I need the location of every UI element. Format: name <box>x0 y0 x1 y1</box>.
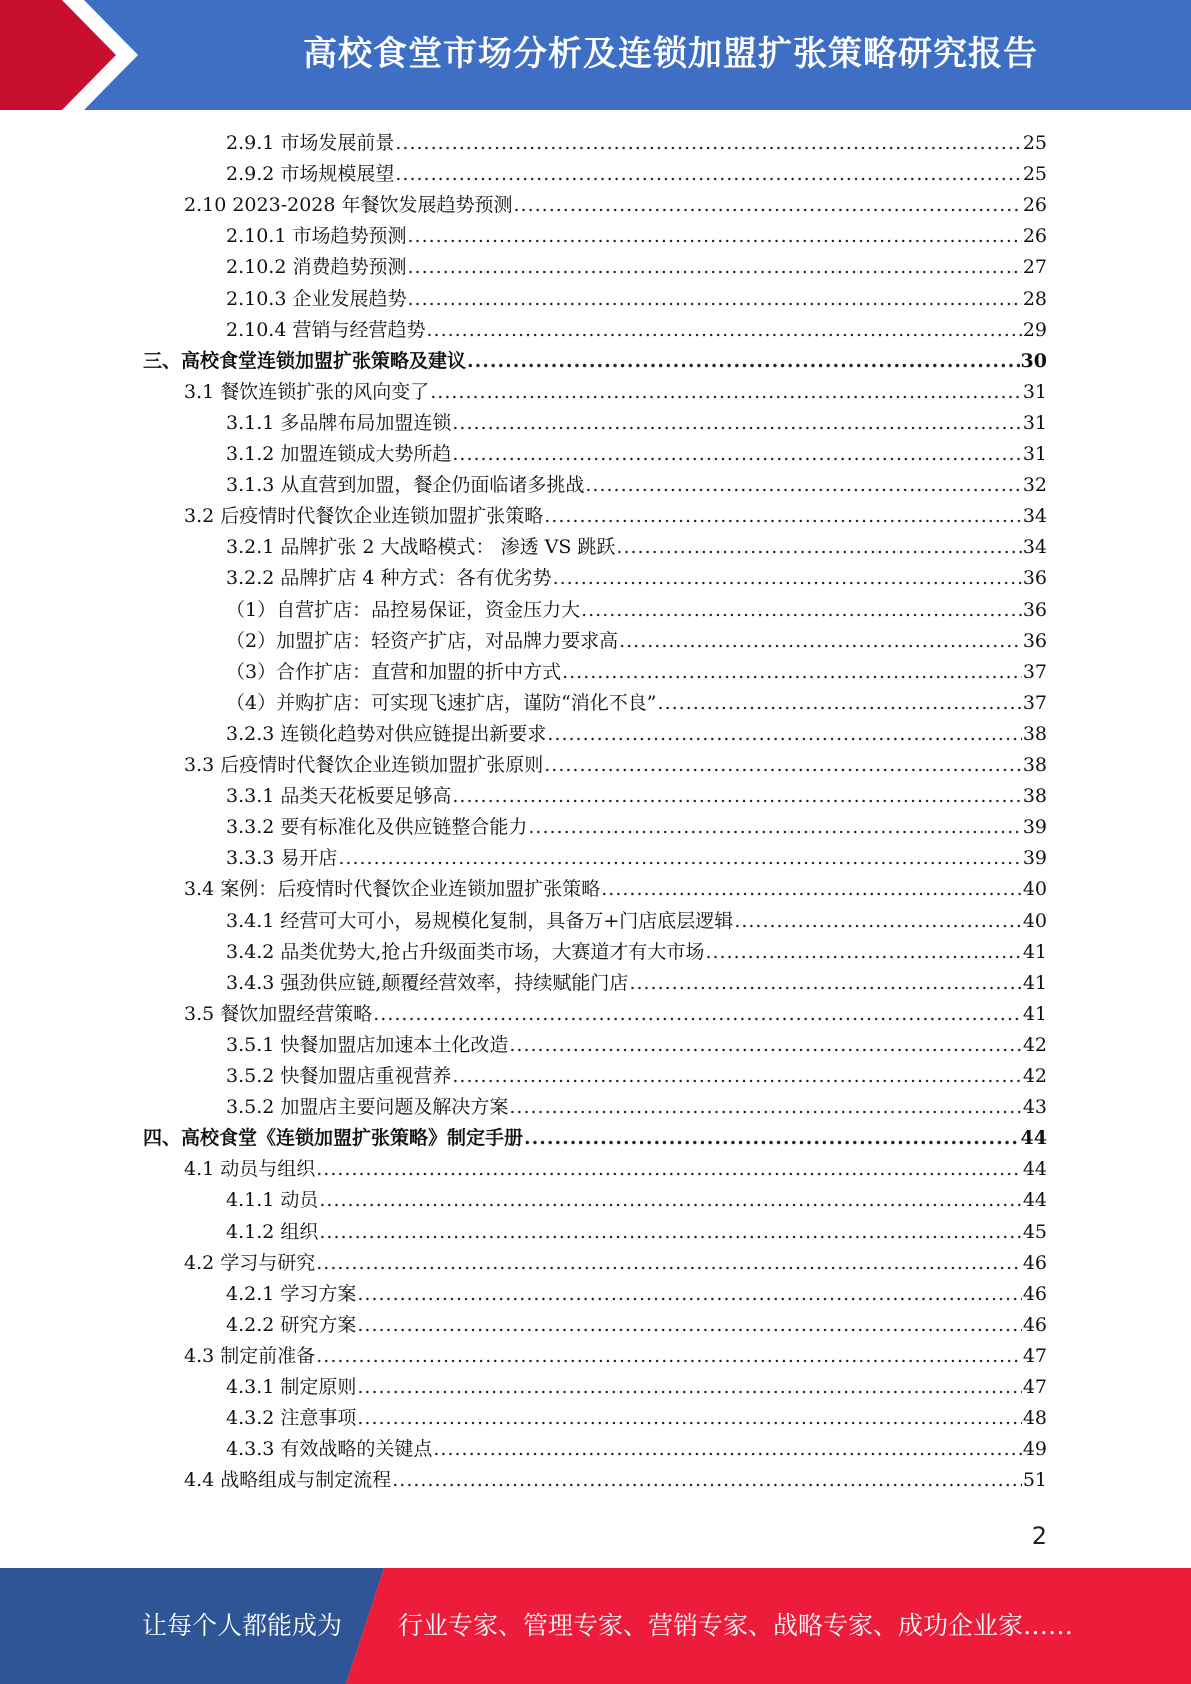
toc-leader-dots <box>544 754 1022 776</box>
toc-entry[interactable] <box>226 470 1047 501</box>
toc-entry-page: 40 <box>1022 878 1047 901</box>
toc-entry-page: 44 <box>1022 1189 1047 1212</box>
toc-entry-label: 3.1.3 从直营到加盟，餐企仍面临诸多挑战 <box>226 474 585 497</box>
toc-entry-label: 2.10.2 消费趋势预测 <box>226 256 407 279</box>
toc-entry-label: 3.3.2 要有标准化及供应链整合能力 <box>226 816 528 839</box>
toc-entry[interactable] <box>226 781 1047 812</box>
toc-entry-page: 48 <box>1022 1407 1047 1430</box>
toc-leader-dots <box>316 1252 1022 1274</box>
toc-entry-label: 4.3.1 制定原则 <box>226 1376 357 1398</box>
toc-entry-label: 4.1.1 动员 <box>226 1189 319 1212</box>
toc-entry-label: 4.1.2 组织 <box>226 1220 319 1243</box>
toc-entry[interactable] <box>226 719 1047 750</box>
toc-entry-label: 3.1.2 加盟连锁成大势所趋 <box>226 443 452 465</box>
toc-entry[interactable] <box>226 1217 1047 1248</box>
toc-leader-dots <box>509 1096 1021 1118</box>
toc-entry-label: 3.2.3 连锁化趋势对供应链提出新要求 <box>226 722 547 745</box>
toc-entry-page: 36 <box>1022 567 1047 590</box>
toc-leader-dots <box>407 225 1021 247</box>
toc-entry-label: 2.9.1 市场发展前景 <box>226 132 395 154</box>
toc-entry-label: 2.10.3 企业发展趋势 <box>226 287 407 310</box>
toc-entry[interactable] <box>184 1341 1047 1372</box>
toc-entry-page: 25 <box>1022 163 1047 186</box>
toc-entry-page: 27 <box>1022 256 1047 279</box>
chevron-arrow-icon <box>0 0 160 110</box>
toc-entry[interactable] <box>226 1372 1047 1403</box>
toc-leader-dots <box>734 910 1022 932</box>
toc-entry[interactable] <box>184 1248 1047 1279</box>
toc-entry-page: 46 <box>1022 1282 1047 1305</box>
toc-entry-label: 四、高校食堂《连锁加盟扩张策略》制定手册 <box>143 1127 524 1150</box>
toc-entry-label: 4.1 动员与组织 <box>184 1158 316 1181</box>
toc-leader-dots <box>407 256 1021 278</box>
toc-entry-page: 41 <box>1022 1002 1047 1025</box>
toc-entry-page: 46 <box>1022 1313 1047 1336</box>
toc-entry-label: 4.3.3 有效战略的关键点 <box>226 1438 433 1461</box>
toc-entry-label: 3.3.1 品类天花板要足够高 <box>226 785 452 808</box>
toc-leader-dots <box>319 1221 1021 1243</box>
toc-leader-dots <box>433 1438 1021 1460</box>
toc-entry[interactable] <box>184 190 1047 221</box>
toc-entry-page: 28 <box>1022 287 1047 310</box>
footer-slogan-left: 让每个人都能成为 <box>142 1611 343 1640</box>
toc-entry-page: 43 <box>1022 1096 1047 1119</box>
toc-entry-page: 47 <box>1022 1376 1047 1398</box>
toc-entry[interactable] <box>226 1434 1047 1465</box>
toc-entry-label: 3.4.2 品类优势大,抢占升级面类市场，大赛道才有大市场 <box>226 940 705 963</box>
toc-entry[interactable] <box>226 1279 1047 1310</box>
toc-leader-dots <box>395 163 1021 185</box>
toc-entry[interactable] <box>226 284 1047 315</box>
toc-leader-dots <box>452 443 1021 465</box>
toc-entry-page: 29 <box>1022 318 1047 341</box>
toc-entry[interactable] <box>226 159 1047 190</box>
toc-entry[interactable] <box>226 906 1047 937</box>
toc-leader-dots <box>581 599 1022 621</box>
toc-leader-dots <box>509 1034 1021 1056</box>
toc-leader-dots <box>514 194 1022 216</box>
toc-leader-dots <box>357 1407 1021 1429</box>
toc-entry[interactable] <box>226 812 1047 843</box>
toc-entry-page: 38 <box>1022 722 1047 745</box>
toc-entry-page: 31 <box>1022 411 1047 434</box>
toc-entry-page: 37 <box>1022 691 1047 714</box>
toc-entry[interactable] <box>184 750 1047 781</box>
toc-entry[interactable] <box>184 1465 1047 1496</box>
toc-leader-dots <box>619 630 1022 652</box>
toc-entry-label: 3.3 后疫情时代餐饮企业连锁加盟扩张原则 <box>184 754 544 776</box>
toc-entry-page: 46 <box>1022 1251 1047 1274</box>
toc-entry[interactable] <box>226 408 1047 439</box>
toc-entry-label: 4.2.2 研究方案 <box>226 1313 357 1336</box>
toc-leader-dots <box>452 785 1021 807</box>
toc-entry-label: 3.5.2 快餐加盟店重视营养 <box>226 1065 452 1087</box>
toc-entry[interactable] <box>226 315 1047 346</box>
toc-entry[interactable] <box>184 874 1047 905</box>
toc-leader-dots <box>544 505 1022 527</box>
toc-entry[interactable] <box>226 1403 1047 1434</box>
toc-leader-dots <box>392 1469 1022 1491</box>
toc-entry-label: 3.4.3 强劲供应链,颠覆经营效率，持续赋能门店 <box>226 971 629 994</box>
toc-leader-dots <box>547 723 1021 745</box>
toc-entry-page: 39 <box>1022 847 1047 870</box>
toc-entry[interactable] <box>143 346 1047 377</box>
toc-leader-dots <box>338 847 1021 869</box>
toc-entry[interactable] <box>184 501 1047 532</box>
toc-entry-label: 4.3.2 注意事项 <box>226 1407 357 1430</box>
toc-leader-dots <box>658 692 1022 714</box>
toc-entry[interactable] <box>226 595 1047 626</box>
toc-entry-page: 36 <box>1022 629 1047 652</box>
toc-entry-page: 36 <box>1022 598 1047 621</box>
toc-entry-label: （3）合作扩店：直营和加盟的折中方式 <box>226 660 562 683</box>
toc-entry-page: 51 <box>1022 1469 1047 1492</box>
toc-leader-dots <box>357 1314 1021 1336</box>
toc-leader-dots <box>316 1345 1022 1367</box>
toc-leader-dots <box>629 972 1021 994</box>
toc-entry-page: 34 <box>1022 505 1047 528</box>
toc-leader-dots <box>524 1127 1020 1149</box>
toc-leader-dots <box>528 816 1021 838</box>
toc-leader-dots <box>452 412 1021 434</box>
toc-entry-page: 26 <box>1022 225 1047 248</box>
toc-entry-page: 44 <box>1022 1158 1047 1181</box>
toc-entry-label: 2.10 2023-2028 年餐饮发展趋势预测 <box>184 194 513 217</box>
toc-entry-label: 3.5 餐饮加盟经营策略 <box>184 1002 373 1025</box>
toc-entry-page: 37 <box>1022 660 1047 683</box>
toc-entry-label: （4）并购扩店：可实现飞速扩店，谨防“消化不良” <box>226 691 657 714</box>
toc-entry-page: 25 <box>1022 132 1047 154</box>
toc-leader-dots <box>452 1065 1021 1087</box>
toc-entry-page: 41 <box>1022 971 1047 994</box>
toc-entry-label: （1）自营扩店：品控易保证，资金压力大 <box>226 598 581 621</box>
toc-entry-page: 34 <box>1022 536 1047 559</box>
toc-entry[interactable] <box>226 657 1047 688</box>
toc-entry[interactable] <box>226 688 1047 719</box>
toc-entry-page: 32 <box>1022 474 1047 497</box>
toc-entry-label: 2.10.1 市场趋势预测 <box>226 225 407 248</box>
toc-leader-dots <box>357 1376 1021 1398</box>
toc-entry[interactable] <box>226 843 1047 874</box>
toc-leader-dots <box>601 878 1022 900</box>
toc-entry-page: 41 <box>1022 940 1047 963</box>
toc-entry[interactable] <box>184 1154 1047 1185</box>
toc-entry-page: 47 <box>1022 1344 1047 1367</box>
toc-entry[interactable] <box>226 532 1047 563</box>
toc-entry-page: 45 <box>1022 1220 1047 1243</box>
toc-entry[interactable] <box>226 563 1047 594</box>
toc-entry[interactable] <box>143 1123 1047 1154</box>
toc-entry[interactable] <box>226 221 1047 252</box>
toc-entry-page: 44 <box>1020 1127 1047 1150</box>
toc-entry[interactable] <box>226 439 1047 470</box>
page-header <box>0 0 1191 110</box>
toc-entry-label: 4.4 战略组成与制定流程 <box>184 1469 392 1492</box>
toc-entry[interactable] <box>226 1310 1047 1341</box>
toc-leader-dots <box>426 319 1021 341</box>
toc-entry-page: 42 <box>1022 1033 1047 1056</box>
toc-leader-dots <box>585 474 1021 496</box>
toc-entry-label: 3.1.1 多品牌布局加盟连锁 <box>226 411 452 434</box>
toc-entry-label: （2）加盟扩店：轻资产扩店，对品牌力要求高 <box>226 629 619 652</box>
toc-entry-label: 3.4 案例：后疫情时代餐饮企业连锁加盟扩张策略 <box>184 878 601 901</box>
page-number: 2 <box>1031 1522 1047 1550</box>
toc-leader-dots <box>616 536 1021 558</box>
toc-entry-page: 31 <box>1022 380 1047 403</box>
toc-entry-label: 3.2.1 品牌扩张 2 大战略模式： 渗透 VS 跳跃 <box>226 536 616 559</box>
toc-leader-dots <box>357 1283 1021 1305</box>
toc-entry-label: 3.2.2 品牌扩店 4 种方式：各有优劣势 <box>226 567 552 590</box>
toc-entry-page: 26 <box>1022 194 1047 217</box>
toc-entry-label: 3.1 餐饮连锁扩张的风向变了 <box>184 380 430 403</box>
footer-slogan-right: 行业专家、管理专家、营销专家、战略专家、成功企业家…… <box>398 1611 1074 1640</box>
toc-entry[interactable] <box>226 1030 1047 1061</box>
toc-leader-dots <box>467 350 1020 372</box>
page-footer <box>0 1568 1191 1684</box>
toc-entry-label: 三、高校食堂连锁加盟扩张策略及建议 <box>143 349 467 372</box>
toc-leader-dots <box>430 381 1022 403</box>
toc-entry-label: 4.2.1 学习方案 <box>226 1282 357 1305</box>
toc-entry-page: 39 <box>1022 816 1047 839</box>
toc-leader-dots <box>395 132 1021 154</box>
toc-entry[interactable] <box>226 968 1047 999</box>
toc-leader-dots <box>319 1189 1021 1211</box>
toc-leader-dots <box>705 941 1021 963</box>
toc-entry-label: 2.10.4 营销与经营趋势 <box>226 318 426 341</box>
toc-entry[interactable] <box>226 252 1047 283</box>
toc-leader-dots <box>407 288 1021 310</box>
toc-entry[interactable] <box>226 1061 1047 1092</box>
toc-entry-label: 4.2 学习与研究 <box>184 1251 316 1274</box>
toc-entry-page: 42 <box>1022 1065 1047 1087</box>
toc-entry-page: 40 <box>1022 909 1047 932</box>
toc-entry[interactable] <box>184 999 1047 1030</box>
toc-entry[interactable] <box>226 626 1047 657</box>
toc-entry[interactable] <box>226 937 1047 968</box>
toc-entry[interactable] <box>226 128 1047 159</box>
toc-leader-dots <box>373 1003 1022 1025</box>
toc-leader-dots <box>562 661 1022 683</box>
toc-entry-page: 49 <box>1022 1438 1047 1461</box>
toc-entry-page: 31 <box>1022 443 1047 465</box>
toc-entry[interactable] <box>226 1092 1047 1123</box>
toc-entry-label: 3.5.1 快餐加盟店加速本土化改造 <box>226 1033 509 1056</box>
toc-entry-label: 3.2 后疫情时代餐饮企业连锁加盟扩张策略 <box>184 505 544 528</box>
toc-entry-page: 38 <box>1022 785 1047 808</box>
toc-leader-dots <box>316 1158 1022 1180</box>
toc-entry-label: 3.3.3 易开店 <box>226 847 338 870</box>
toc-entry[interactable] <box>184 377 1047 408</box>
toc-entry-label: 2.9.2 市场规模展望 <box>226 163 395 186</box>
toc-entry-label: 3.5.2 加盟店主要问题及解决方案 <box>226 1096 509 1119</box>
toc-entry-label: 3.4.1 经营可大可小，易规模化复制，具备万+门店底层逻辑 <box>226 909 734 932</box>
toc-entry-page: 30 <box>1020 349 1047 372</box>
toc-entry-page: 38 <box>1022 754 1047 776</box>
toc-entry[interactable] <box>226 1185 1047 1216</box>
toc-leader-dots <box>553 567 1022 589</box>
toc-entry-label: 4.3 制定前准备 <box>184 1344 316 1367</box>
document-title: 高校食堂市场分析及连锁加盟扩张策略研究报告 <box>303 34 1038 74</box>
